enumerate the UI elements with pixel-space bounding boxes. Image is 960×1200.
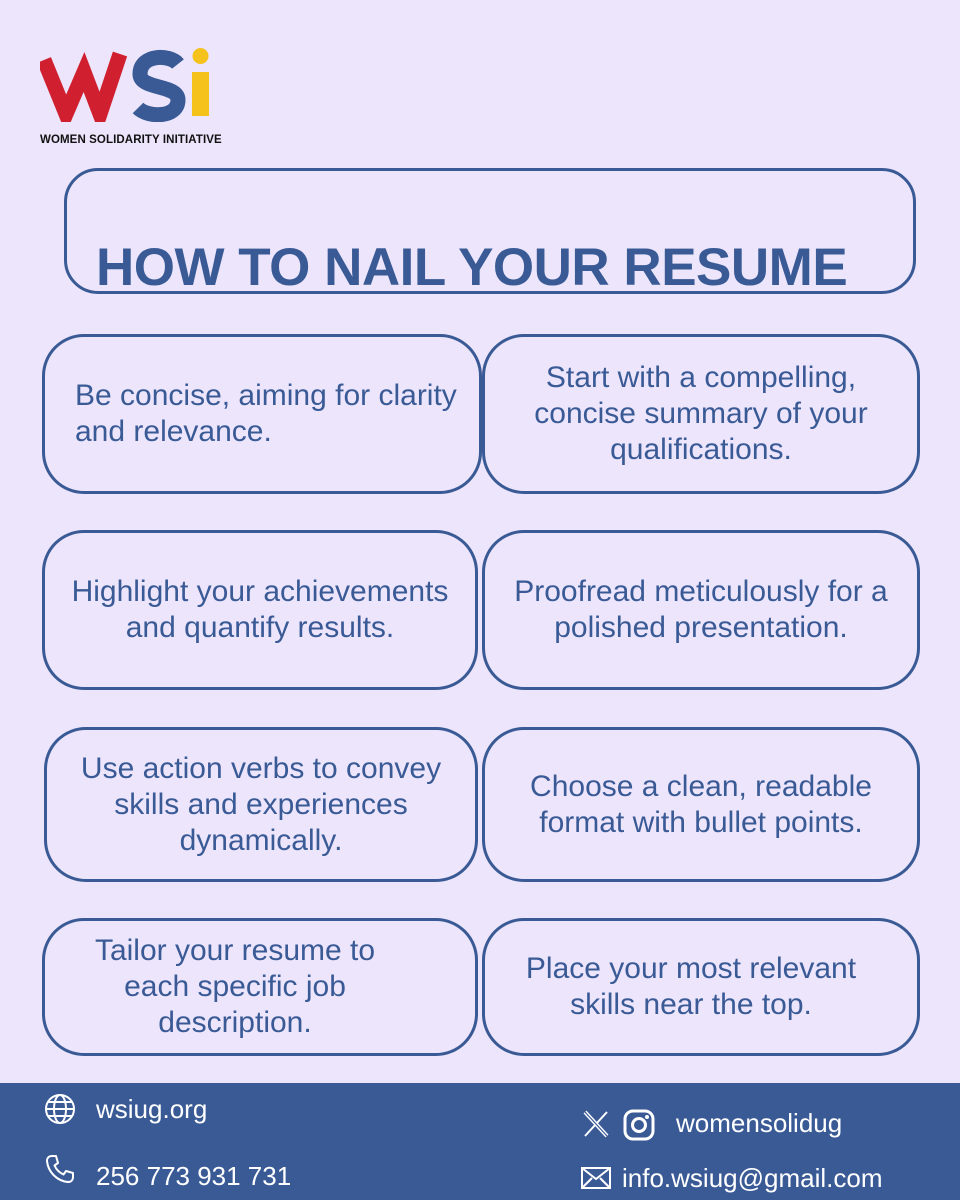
footer <box>0 1083 960 1200</box>
tip-card: Use action verbs to convey skills and experiences dynamically. <box>44 727 478 882</box>
logo <box>40 42 240 152</box>
tip-card: Choose a clean, readable format with bullet points. <box>482 727 920 882</box>
tip-card: Place your most relevant skills near the top. <box>482 918 920 1056</box>
page-title: HOW TO NAIL YOUR RESUME <box>96 238 848 297</box>
mail-icon <box>580 1166 612 1190</box>
phone-icon <box>44 1153 76 1185</box>
tip-card: Proofread meticulously for a polished presentation. <box>482 530 920 690</box>
tip-card: Highlight your achievements and quantify results. <box>42 530 478 690</box>
tip-card: Start with a compelling, concise summary of your qualifications. <box>482 334 920 494</box>
logo-caption: WOMEN SOLIDARITY INITIATIVE <box>40 134 222 146</box>
tip-card: Tailor your resume to each specific job description. <box>42 918 478 1056</box>
website-link[interactable]: wsiug.org <box>96 1094 208 1124</box>
social-handle[interactable]: womensolidug <box>676 1108 843 1138</box>
x-icon[interactable] <box>582 1110 610 1138</box>
globe-icon <box>44 1093 76 1125</box>
tip-card: Be concise, aiming for clarity and relevance. <box>42 334 482 494</box>
email-link[interactable]: info.wsiug@gmail.com <box>622 1163 883 1193</box>
instagram-icon[interactable] <box>622 1108 656 1142</box>
wsi-logo-mark <box>40 42 220 122</box>
phone-number[interactable]: 256 773 931 731 <box>96 1161 292 1191</box>
